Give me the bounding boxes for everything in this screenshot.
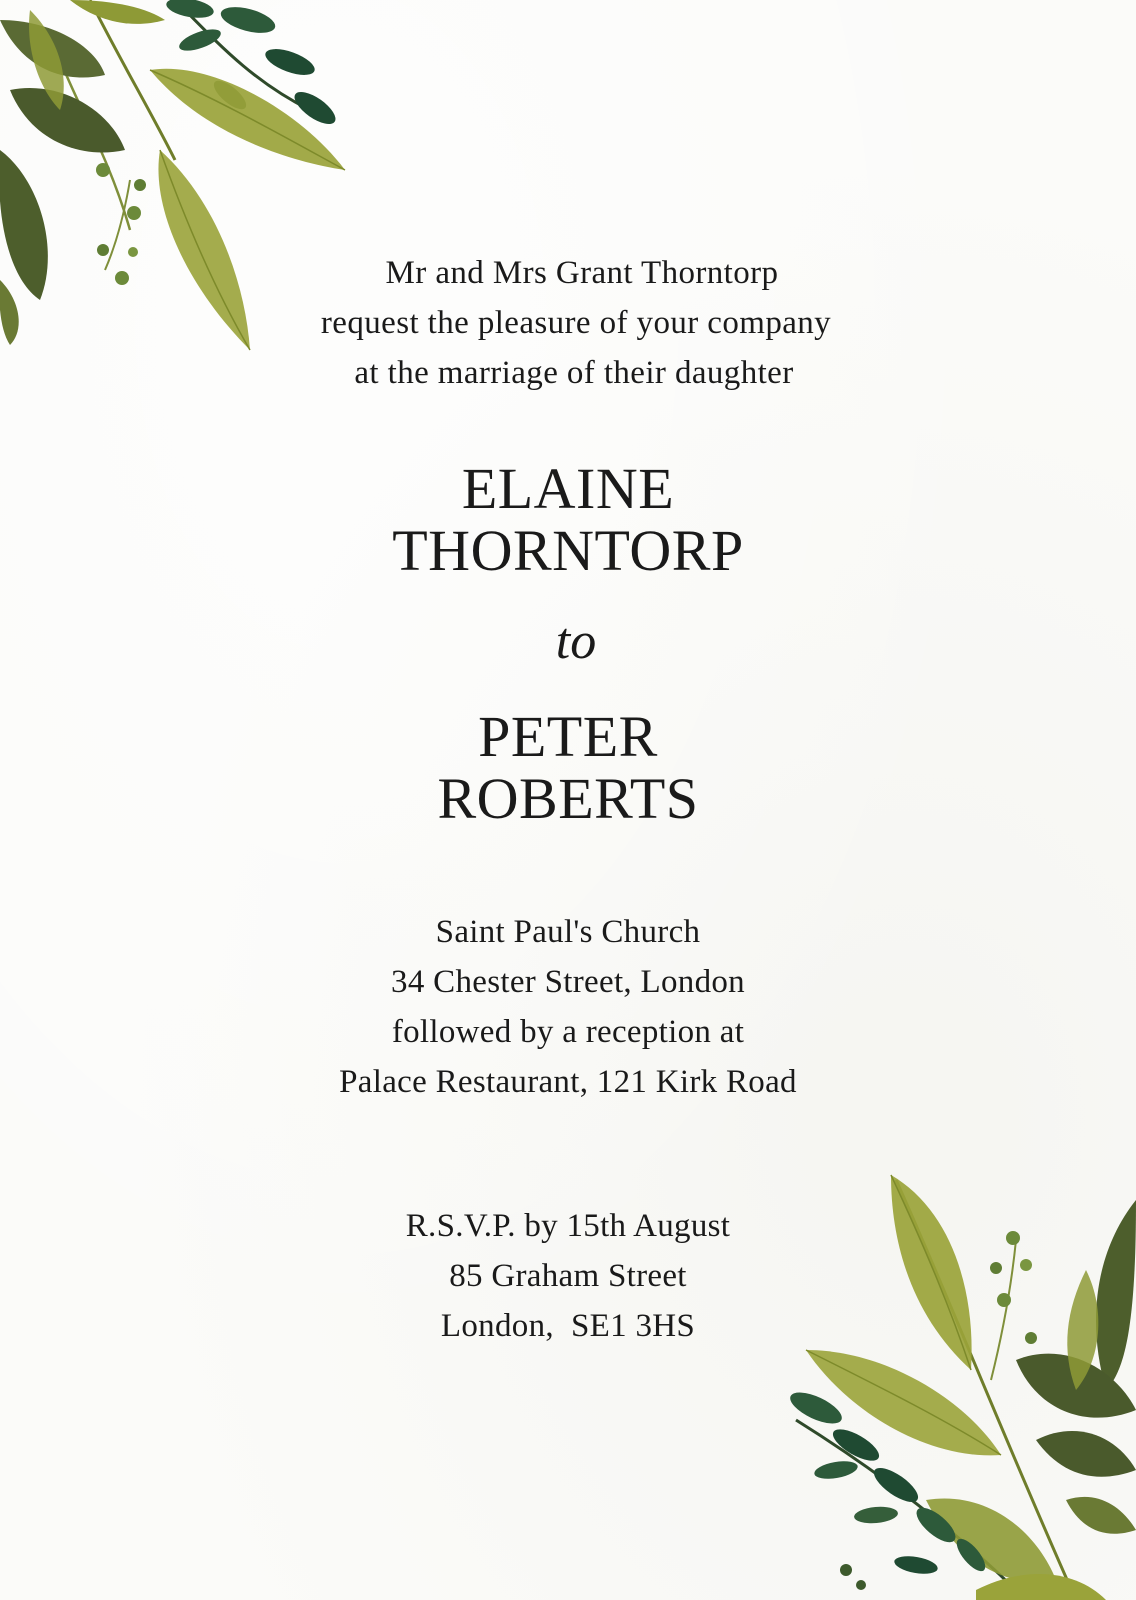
bride-first-name: ELAINE [461, 456, 675, 521]
bride-name [0, 458, 1136, 582]
groom-last-name: ROBERTS [437, 766, 699, 831]
connector-to: to [555, 613, 597, 670]
venue-address: 34 Chester Street, London [391, 964, 745, 1000]
venue-reception-intro: followed by a reception at [391, 1014, 745, 1050]
rsvp-city-postcode: London, SE1 3HS [440, 1308, 696, 1344]
venue-details [0, 907, 1136, 1107]
intro-line-hosts: Mr and Mrs Grant Thorntorp [385, 255, 779, 291]
rsvp-street: 85 Graham Street [449, 1258, 687, 1294]
intro-line-occasion: at the marriage of their daughter [354, 355, 794, 391]
bride-last-name: THORNTORP [392, 518, 744, 583]
groom-name [0, 706, 1136, 830]
intro-line-request: request the pleasure of your company [320, 305, 832, 341]
venue-reception-place: Palace Restaurant, 121 Kirk Road [339, 1064, 797, 1100]
rsvp-details [0, 1201, 1136, 1351]
groom-first-name: PETER [478, 704, 658, 769]
venue-church: Saint Paul's Church [435, 914, 701, 950]
rsvp-deadline: R.S.V.P. by 15th August [405, 1208, 731, 1244]
invitation-intro [0, 248, 1136, 398]
